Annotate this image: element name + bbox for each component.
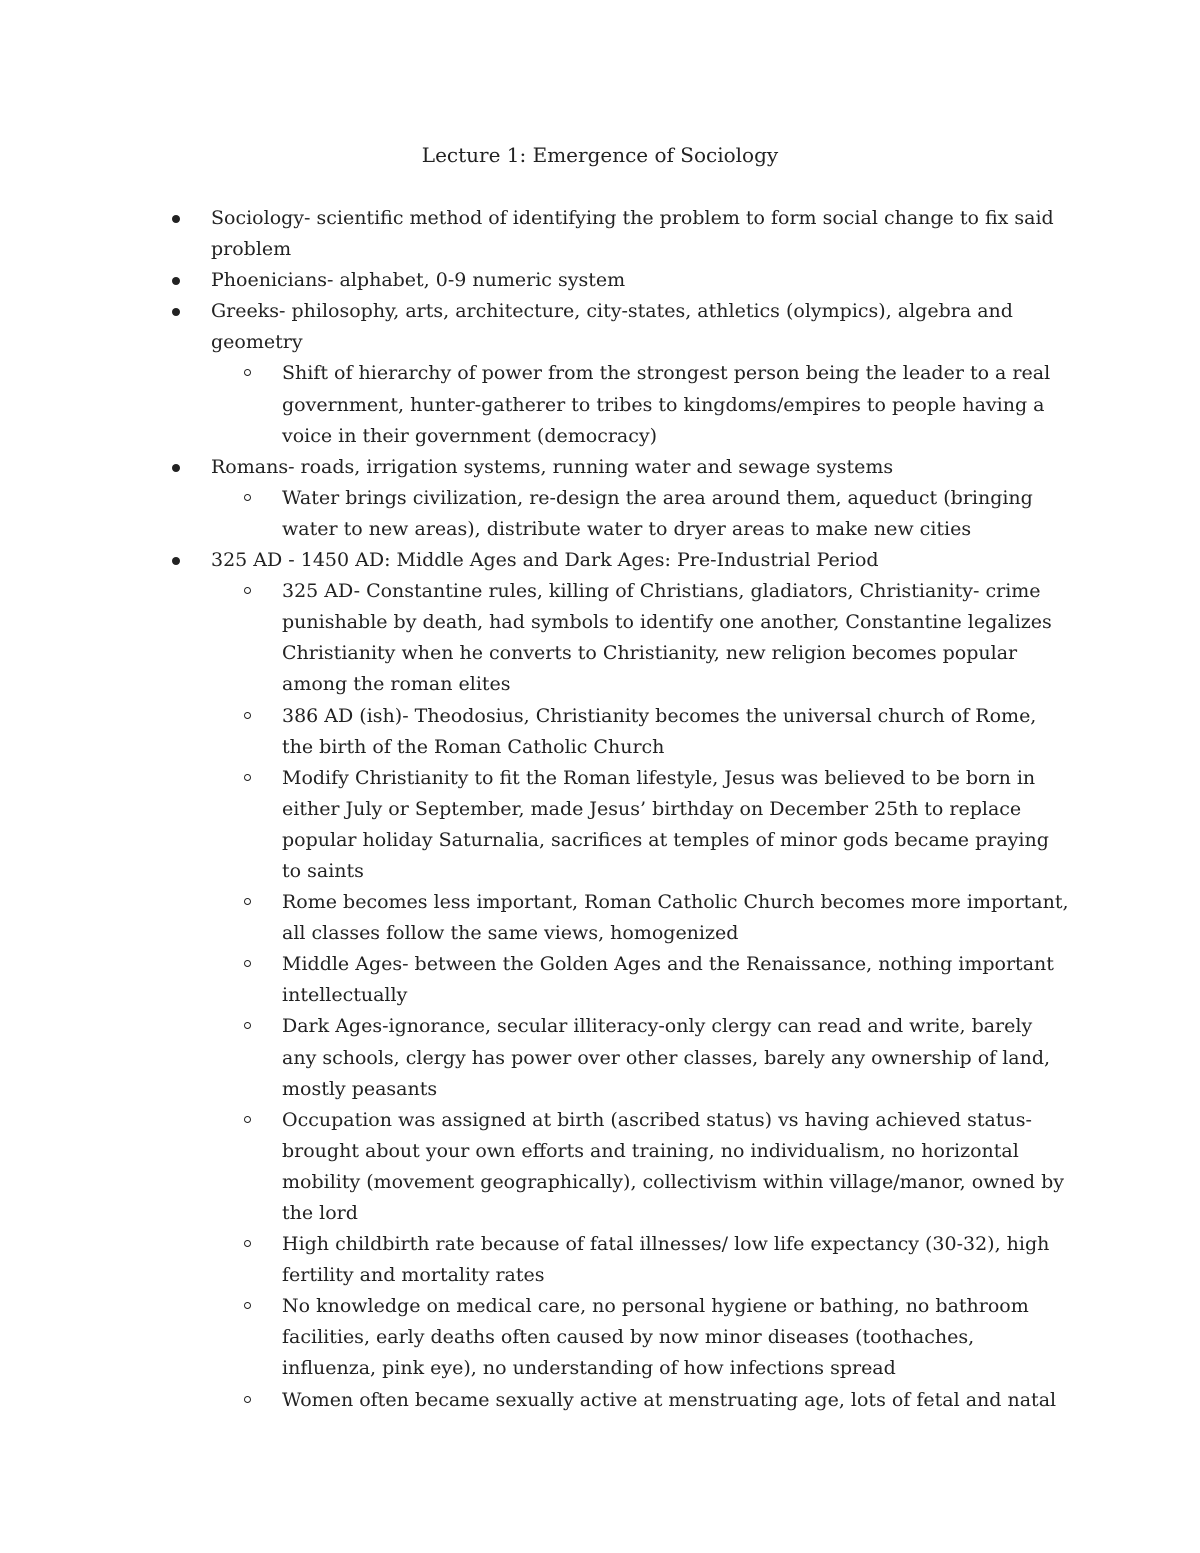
list-item-text: Greeks- philosophy, arts, architecture, city-states, athletics (olympics), algebra and geometry bbox=[211, 300, 1013, 354]
hollow-bullet-icon bbox=[244, 1240, 251, 1247]
sub-list-item-text: High childbirth rate because of fatal illnesses/ low life expectancy (30-32), high fertility and mortality rates bbox=[282, 1233, 1050, 1287]
sub-list-item-text: Occupation was assigned at birth (ascribed status) vs having achieved status- brought about your own efforts and training, no individualism, no horizontal mobility (movement geographically), collectivism within village/manor, owned by the lord bbox=[282, 1108, 1065, 1224]
sub-list-item bbox=[242, 887, 1072, 949]
list-item-text: Romans- roads, irrigation systems, running water and sewage systems bbox=[211, 455, 894, 478]
hollow-bullet-icon bbox=[244, 1396, 251, 1403]
list-item-text: Phoenicians- alphabet, 0-9 numeric system bbox=[211, 269, 626, 292]
hollow-bullet-icon bbox=[244, 898, 251, 905]
list-item bbox=[170, 265, 1070, 296]
bullet-icon bbox=[172, 464, 180, 472]
sub-list-item bbox=[242, 1385, 1072, 1416]
bullet-list bbox=[170, 203, 1070, 1416]
hollow-bullet-icon bbox=[244, 774, 251, 781]
sub-list-item-text: Middle Ages- between the Golden Ages and the Renaissance, nothing important intellectually bbox=[282, 953, 1054, 1007]
list-item bbox=[170, 203, 1070, 265]
sub-list-item bbox=[242, 763, 1072, 887]
sub-list bbox=[242, 483, 1070, 545]
bullet-icon bbox=[172, 277, 180, 285]
hollow-bullet-icon bbox=[244, 712, 251, 719]
sub-list-item-text: Shift of hierarchy of power from the strongest person being the leader to a real government, hunter-gatherer to tribes to kingdoms/empires to people having a voice in their government (democracy) bbox=[282, 362, 1051, 447]
sub-list-item bbox=[242, 1291, 1072, 1384]
sub-list-item-text: 325 AD- Constantine rules, killing of Christians, gladiators, Christianity- crime punishable by death, had symbols to identify one another, Constantine legalizes Christianity when he converts to Christianity, new religion becomes popular among the roman elites bbox=[282, 580, 1052, 696]
sub-list-item-text: Rome becomes less important, Roman Catholic Church becomes more important, all classes follow the same views, homogenized bbox=[282, 891, 1069, 945]
sub-list-item bbox=[242, 358, 1072, 451]
sub-list-item bbox=[242, 576, 1072, 700]
sub-list bbox=[242, 576, 1070, 1416]
hollow-bullet-icon bbox=[244, 1116, 251, 1123]
list-item-text: Sociology- scientific method of identifying the problem to form social change to fix said problem bbox=[211, 207, 1054, 261]
sub-list bbox=[242, 358, 1070, 451]
page-title: Lecture 1: Emergence of Sociology bbox=[421, 143, 779, 167]
list-item bbox=[170, 452, 1070, 545]
sub-list-item-text: Women often became sexually active at menstruating age, lots of fetal and natal bbox=[282, 1388, 1057, 1411]
bullet-icon bbox=[172, 215, 180, 223]
hollow-bullet-icon bbox=[244, 1022, 251, 1029]
sub-list-item-text: Water brings civilization, re-design the area around them, aqueduct (bringing water to new areas), distribute water to dryer areas to make new cities bbox=[282, 486, 1033, 540]
hollow-bullet-icon bbox=[244, 494, 251, 501]
sub-list-item-text: Dark Ages-ignorance, secular illiteracy-only clergy can read and write, barely any schools, clergy has power over other classes, barely any ownership of land, mostly peasants bbox=[282, 1015, 1051, 1100]
list-item bbox=[170, 545, 1070, 1416]
hollow-bullet-icon bbox=[244, 960, 251, 967]
sub-list-item bbox=[242, 1229, 1072, 1291]
list-item-text: 325 AD - 1450 AD: Middle Ages and Dark Ages: Pre-Industrial Period bbox=[211, 549, 879, 572]
hollow-bullet-icon bbox=[244, 369, 251, 376]
bullet-icon bbox=[172, 308, 180, 316]
sub-list-item-text: No knowledge on medical care, no personal hygiene or bathing, no bathroom facilities, early deaths often caused by now minor diseases (toothaches, influenza, pink eye), no understanding of how infections spread bbox=[282, 1295, 1029, 1380]
sub-list-item-text: 386 AD (ish)- Theodosius, Christianity becomes the universal church of Rome, the birth of the Roman Catholic Church bbox=[282, 704, 1037, 758]
sub-list-item bbox=[242, 1105, 1072, 1229]
sub-list-item bbox=[242, 949, 1072, 1011]
hollow-bullet-icon bbox=[244, 587, 251, 594]
sub-list-item bbox=[242, 1011, 1072, 1104]
bullet-icon bbox=[172, 557, 180, 565]
sub-list-item bbox=[242, 701, 1072, 763]
sub-list-item bbox=[242, 483, 1072, 545]
list-item bbox=[170, 296, 1070, 451]
hollow-bullet-icon bbox=[244, 1302, 251, 1309]
sub-list-item-text: Modify Christianity to fit the Roman lifestyle, Jesus was believed to be born in either July or September, made Jesus’ birthday on December 25th to replace popular holiday Saturnalia, sacrifices at temples of minor gods became praying to saints bbox=[282, 766, 1049, 882]
